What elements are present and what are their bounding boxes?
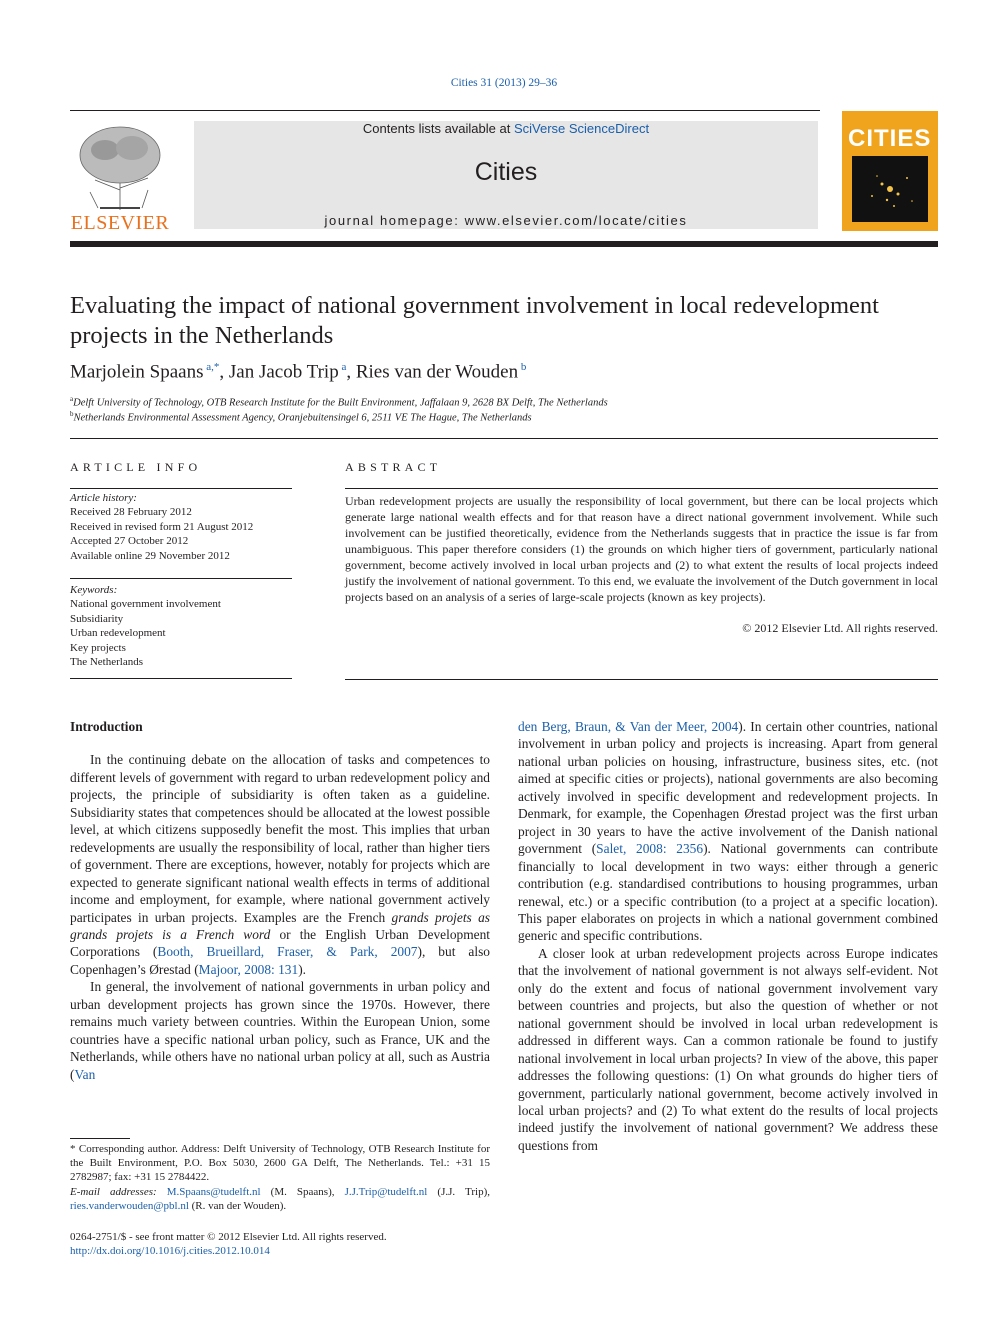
author-affil-sup[interactable]: b [520,361,527,373]
body-paragraph: A closer look at urban redevelopment projects across Europe indicates that the involvement of national government is not always self-evident. Not only do the extent and focus of national government involvement vary between countries and projects, but also the question of whether or not national government should be involved in local urban redevelopment is addressed in different ways. Can a common rationale be found to justify national involvement in local urban projects? In view of the above, this paper addresses the following questions: (1) On what grounds do higher tiers of government, particularly national government, become actively involved in local urban projects? and (2) To what extent do the results of local projects indeed justify the involvement of national government? We address these questions from [518,945,938,1153]
info-rule [70,578,292,579]
keywords [70,583,300,669]
info-rule [70,678,292,679]
author-affil-sup[interactable]: a,* [206,361,220,373]
journal-name: Cities [474,158,538,186]
body-paragraph: In the continuing debate on the allocation of tasks and competences to different levels of government with regard to urban redevelopment policy and projects, the principle of subsidiarity is often taken as a guideline. Subsidiarity states that competences should be allocated at the lowest possible level, at which citizens supposedly benefit the most. This implies that urban redevelopments are usually the responsibility of local, rather than higher tiers of government. There are exceptions, however, notably for projects which are expected to generate significant national wealth effects in terms of additional income and employment, for example, where national government actively participates in urban projects. Examples are the French grands projets as grands projets is a French word or the English Urban Development Corporations (Booth, Brueillard, Fraser, & Park, 2007), but also Copenhagen’s Ørestad (Majoor, 2008: 131). [70,752,490,977]
footnote-rule [70,1138,130,1139]
contents-line [194,121,818,136]
citation-link[interactable]: Booth, Brueillard, Fraser, & Park, 2007 [157,944,418,960]
cover-title: CITIES [848,125,932,152]
article-title: Evaluating the impact of national government involvement in local redevelopment projects in the Netherlands [70,292,879,349]
info-rule [70,488,292,489]
article-history [70,491,300,563]
title-rule [70,438,938,439]
email-link[interactable]: M.Spaans@tudelft.nl [166,1185,261,1198]
abstract-copyright: © 2012 Elsevier Ltd. All rights reserved. [742,621,938,635]
homepage-link[interactable]: www.elsevier.com/locate/cities [464,213,688,228]
history-item: Available online 29 November 2012 [70,549,230,562]
body-paragraph: In general, the involvement of national governments in urban policy and urban development projects has grown since the 1970s. However, there remains much variety between countries. Within the European Union, some countries have a specific national urban policy, such as France, UK and the Netherlands, while others have no national urban policy at all, such as Austria (Van [70,979,490,1082]
abstract-rule [345,488,938,489]
front-matter-note: 0264-2751/$ - see front matter © 2012 Elsevier Ltd. All rights reserved. [70,1231,387,1243]
history-item: Received in revised form 21 August 2012 [70,520,254,533]
keyword: The Netherlands [70,656,143,669]
abstract-text: Urban redevelopment projects are usually the responsibility of local government, but there can be local projects which generate large national wealth effects and for that reason have a direct national government involvement. While such involvement can be justified theoretically, evidence from the Netherlands suggests that in practice the issue is far from unambiguous. This paper therefore considers (1) the grounds on which higher tiers of government, particularly national government, become actively involved in local urban projects and (2) to what extent the results of local projects indeed justify the involvement of national government. To this end, we evaluate the involvement of the Dutch government in local projects based on an analysis of a series of large-scale projects (known as key projects). [345,494,938,604]
keyword: Key projects [70,641,126,654]
history-item: Received 28 February 2012 [70,506,192,519]
affiliation: $^a$Delft University of Technology, OTB Research Institute for the Built Environment, Jaffalaan 9, 2628 BX Delft, The Netherlands [70,395,608,409]
contents-prefix: Contents lists available at [362,121,514,136]
keywords-label: Keywords: [70,584,118,596]
author-name[interactable]: Ries van der Wouden [355,361,519,383]
email-link[interactable]: J.J.Trip@tudelft.nl [344,1185,428,1198]
author-name[interactable]: Jan Jacob Trip [228,361,339,383]
doi-link[interactable]: http://dx.doi.org/10.1016/j.cities.2012.10.014 [70,1245,270,1258]
header-rule [70,110,820,111]
elsevier-wordmark: ELSEVIER [70,212,170,234]
corresponding-author-note: * Corresponding author. Address: Delft University of Technology, OTB Research Institute for the Built Environment, P.O. Box 5030, 2600 GA Delft, The Netherlands. Tel.: +31 15 2782987; fax: +31 15 2784422. [70,1143,490,1184]
keyword: Subsidiarity [70,612,124,625]
affiliation: $^b$Netherlands Environmental Assessment Agency, Oranjebuitensingel 6, 2511 VE The Hague, The Netherlands [70,410,532,424]
body-column-right [518,718,938,1154]
citation-link[interactable]: Salet, 2008: 2356 [596,841,704,857]
body-paragraph: den Berg, Braun, & Van der Meer, 2004). In certain other countries, national involvement in urban policy and projects is increasing. Apart from general national urban policies on housing, infrastructure, business sites, etc. (not aimed at specific cities or projects), national governments are also becoming actively involved in specific development and redevelopment projects. In Denmark, for example, the Copenhagen Ørestad project was the first urban project in 30 years to have the active involvement of the Danish national government (Salet, 2008: 2356). National governments can contribute financially to local development in two ways: either through a generic contribution (e.g. standardised contributions to housing programmes, urban renewal, etc.) or a specific contribution (to a project at a specific location). This paper elaborates on projects in which a national government combined generic and specific contributions. [518,719,939,944]
section-heading-introduction: Introduction [70,719,143,734]
history-item: Accepted 27 October 2012 [70,535,189,548]
citation-link[interactable]: den Berg, Braun, & Van der Meer, 2004 [518,719,739,734]
journal-cover[interactable] [842,111,938,231]
history-label: Article history: [70,492,137,504]
citation-link[interactable]: Majoor, 2008: 131 [198,961,299,977]
footnote [70,1142,490,1213]
citation-link[interactable]: Van [74,1066,96,1082]
body-column-left [70,718,490,1083]
email-link[interactable]: ries.vanderwouden@pbl.nl [70,1199,189,1212]
header-thick-rule [70,241,938,247]
abstract-rule [345,679,938,680]
abstract-heading: ABSTRACT [345,460,442,474]
journal-citation[interactable]: Cities 31 (2013) 29–36 [450,77,558,89]
email-addresses: E-mail addresses: M.Spaans@tudelft.nl (M. Spaans), J.J.Trip@tudelft.nl (J.J. Trip), ries.vanderwouden@pbl.nl (R. van der Wouden). [70,1185,490,1212]
author-affil-sup[interactable]: a [341,361,347,373]
sciencedirect-link[interactable]: SciVerse ScienceDirect [513,121,650,136]
keyword: Urban redevelopment [70,627,166,640]
keyword: National government involvement [70,598,221,611]
cover-night-map-image [852,156,928,222]
homepage-prefix: journal homepage: [324,213,465,228]
author-name[interactable]: Marjolein Spaans [70,361,204,383]
issn-line [70,1230,490,1258]
article-info-heading: ARTICLE INFO [70,460,202,474]
author-list: Marjolein Spaans $^{a,*}$, Jan Jacob Trip $^a$, Ries van der Wouden $^b$ [70,361,527,383]
journal-homepage [194,213,818,228]
